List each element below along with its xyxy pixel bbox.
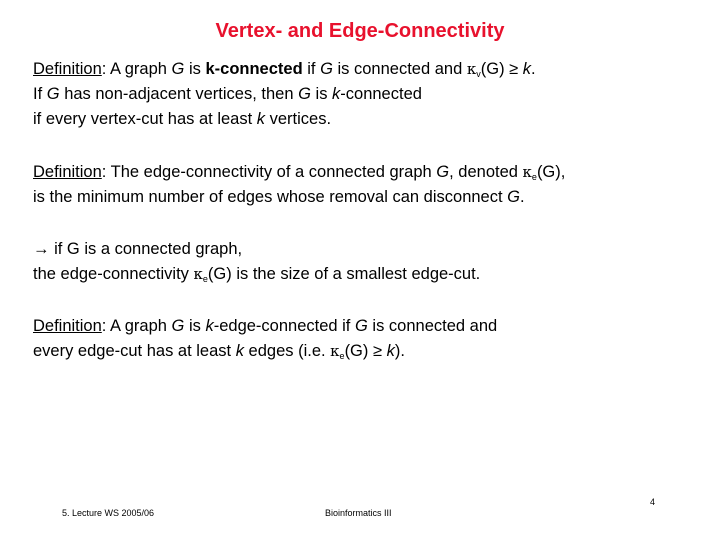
- text: (G) ≥: [480, 60, 523, 78]
- text: has non-adjacent vertices, then: [59, 85, 299, 103]
- var-k: k: [205, 317, 214, 335]
- implication-line-1: [33, 237, 480, 262]
- var-g: G: [507, 188, 520, 206]
- var-g: G: [320, 60, 333, 78]
- var-g: G: [354, 317, 368, 335]
- kappa-symbol: κ: [193, 265, 203, 283]
- text: , denoted: [449, 163, 523, 181]
- definition-label: Definition: [33, 317, 102, 335]
- text: -edge-connected if: [213, 317, 355, 335]
- footer-course: Bioinformatics III: [325, 508, 392, 518]
- text: If: [33, 85, 47, 103]
- subscript: e: [339, 351, 345, 361]
- text: is the minimum number of edges whose removal can disconnect: [33, 188, 508, 206]
- text: is: [310, 85, 333, 103]
- text: is: [184, 317, 206, 335]
- text: if G is a connected graph,: [49, 240, 243, 258]
- text: vertices.: [265, 110, 332, 128]
- text: (G) is the size of a smallest edge-cut.: [207, 265, 481, 283]
- page-number: 4: [650, 497, 656, 507]
- text: .: [520, 188, 525, 206]
- definition-label: Definition: [33, 60, 102, 78]
- subscript: e: [202, 274, 208, 284]
- subscript: v: [476, 69, 481, 79]
- text: : A graph: [101, 317, 172, 335]
- text: -connected: [340, 85, 422, 103]
- implication: [33, 237, 480, 287]
- kappa-symbol: κ: [330, 342, 340, 360]
- var-g: G: [171, 60, 185, 78]
- var-g: G: [436, 163, 450, 181]
- text: is connected and: [332, 60, 467, 78]
- slide-title: Vertex- and Edge-Connectivity: [215, 20, 505, 42]
- text: if every vertex-cut has at least: [33, 110, 257, 128]
- text: .: [531, 60, 536, 78]
- text: edges (i.e.: [243, 342, 331, 360]
- def3-line-1: [33, 314, 497, 339]
- var-g: G: [46, 85, 60, 103]
- text: if: [302, 60, 321, 78]
- text: the edge-connectivity: [33, 265, 194, 283]
- def1-line-3: [33, 107, 536, 132]
- term-k-connected: k-connected: [205, 60, 303, 78]
- text: ).: [394, 342, 405, 360]
- text: : The edge-connectivity of a connected graph: [101, 163, 437, 181]
- definition-vertex-connectivity: [33, 57, 536, 132]
- subscript: e: [531, 172, 537, 182]
- text: is: [184, 60, 206, 78]
- def2-line-2: [33, 185, 565, 210]
- text: every edge-cut has at least: [33, 342, 236, 360]
- kappa-symbol: κ: [522, 163, 532, 181]
- def1-line-1: [33, 57, 536, 82]
- def2-line-1: [33, 160, 565, 185]
- kappa-symbol: κ: [466, 60, 477, 78]
- def1-line-2: [33, 82, 536, 107]
- text: (G),: [536, 163, 566, 181]
- implication-line-2: [33, 262, 480, 287]
- definition-k-edge-connected: [33, 314, 497, 364]
- var-k: k: [235, 342, 244, 360]
- definition-edge-connectivity: [33, 160, 565, 210]
- var-k: k: [256, 110, 266, 128]
- arrow-icon: →: [33, 240, 50, 258]
- var-k: k: [522, 60, 532, 78]
- var-k: k: [386, 342, 395, 360]
- var-g: G: [171, 317, 185, 335]
- text: (G) ≥: [344, 342, 387, 360]
- definition-label: Definition: [33, 163, 102, 181]
- def3-line-2: [33, 339, 497, 364]
- footer-lecture: 5. Lecture WS 2005/06: [62, 508, 155, 518]
- text: : A graph: [101, 60, 172, 78]
- text: is connected and: [367, 317, 498, 335]
- var-g: G: [298, 85, 311, 103]
- var-k: k: [332, 85, 341, 103]
